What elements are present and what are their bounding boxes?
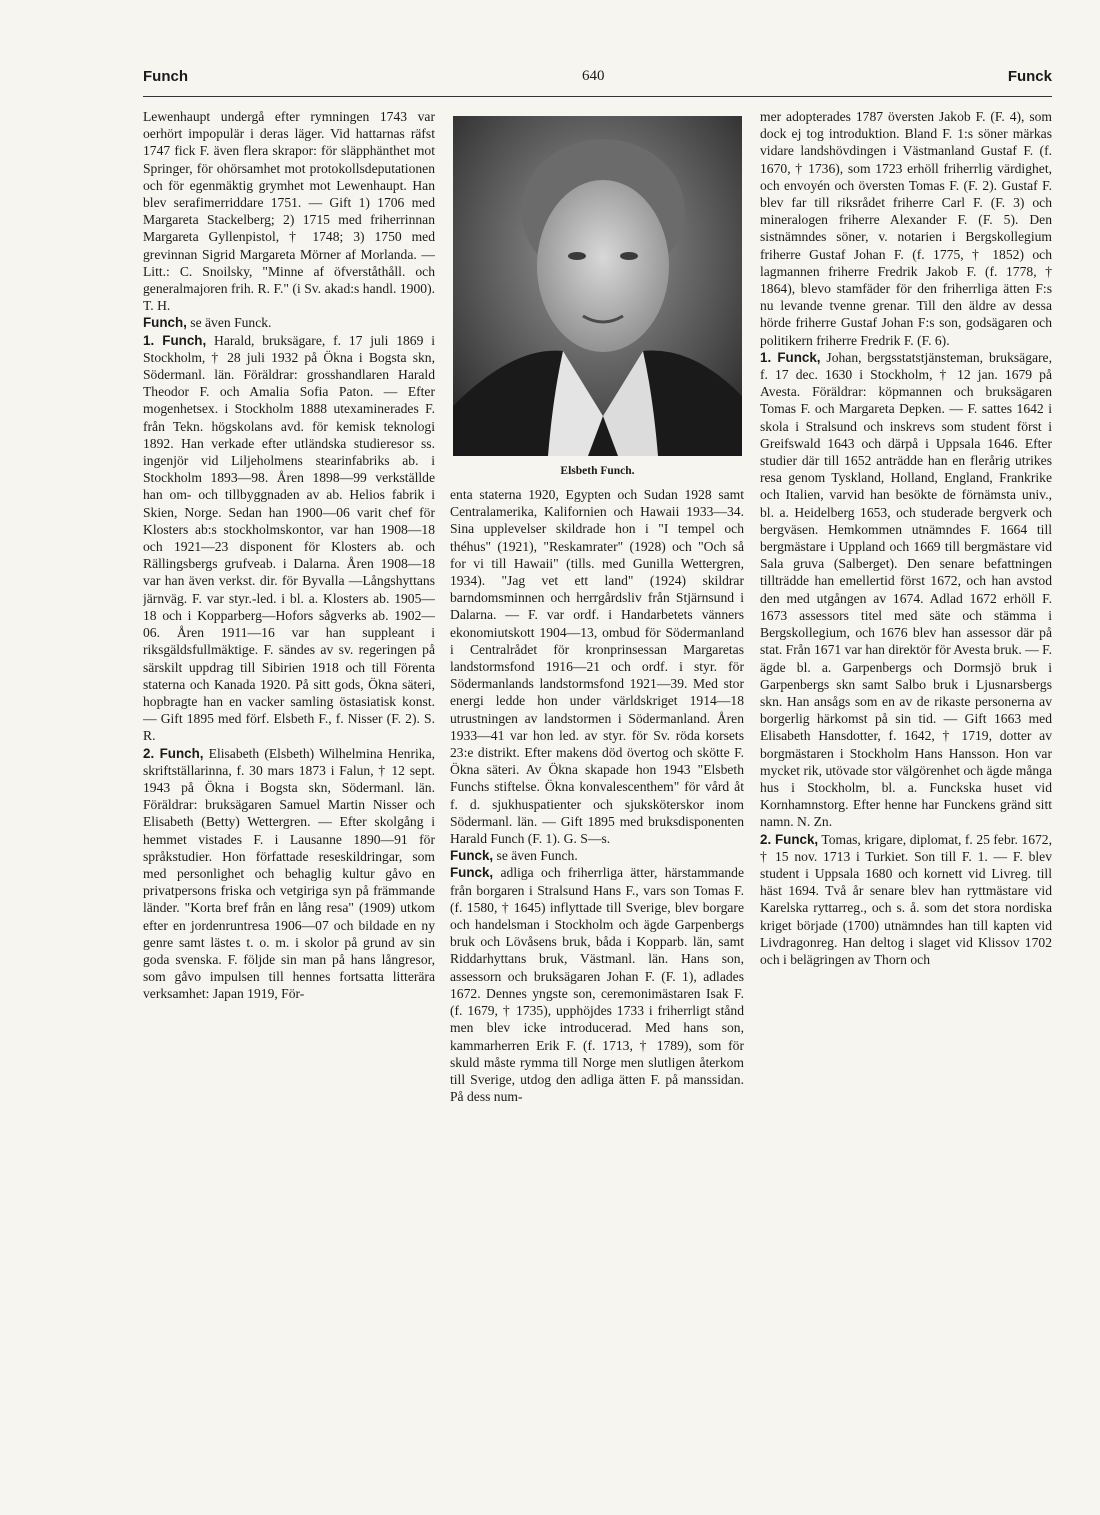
- running-head-left: Funch: [143, 68, 188, 85]
- running-head-right: Funck: [1007, 68, 1052, 85]
- entry-funck-crossref: [450, 847, 744, 864]
- portrait-photo: [453, 116, 742, 456]
- page-number: 640: [582, 68, 605, 84]
- entry-text: Johan, bergsstatstjänsteman, bruksägare, f. 17 dec. 1630 i Stockholm, † 12 jan. 1679 på Avesta. Föräldrar: köpmannen och bruksägaren Tomas F. och Margareta Depken. — F. sattes 1642 i skola i Stralsund och inskrevs som student först i Greifswald 1643 och därpå i Uppsala 1646. Efter studier där till 1652 anträdde han en flerårig utrikes resa genom Tyskland, Holland, England, Frankrike och Italien, varvid han besökte de förnämsta univ., bl. a. Heidelberg 1653, och studerade bergverk och bergväsen. Hemkommen utnämndes F. 1664 till bergmästare i Uppland och 1669 till bergmästare vid Sala gruva (Salberget). Den senare befattningen tillträdde han emellertid först 1672, och han avstod den med utgången av 1674. Adlad 1672 erhöll F. 1673 assessors titel med säte och stämma i Bergskollegium, och 1676 blev han assessor där på stat. Från 1671 var han direktör för Avesta bruk. — F. ägde bl. a. Garpenbergs och Dormsjö bruk i Garpenbergs skn samt Salbo bruk i Ljusnarsbergs skn. Han ansågs som en av de rikaste personerna av borgerlig härkomst på sin tid. — Gift 1663 med Elisabeth Hansdotter, f. 1642, † 1719, dotter av borgmästaren i Stockholm Hans Hansson. Hon var mycket rik, utövade stor välgörenhet och ägde många hus i Stockholm, bl. a. Funckska huset vid Kornhamnstorg. Efter henne har Funckens gränd sitt namn. N. Zn.: [760, 349, 1052, 830]
- entry-johan-funck: [760, 349, 1052, 831]
- entry-text: se även Funch.: [493, 848, 578, 864]
- column-middle: [450, 486, 744, 1348]
- entry-heading: Funch,: [143, 315, 187, 331]
- entry-heading: 2. Funch,: [143, 745, 204, 761]
- entry-funch-crossref: [143, 314, 435, 331]
- photo-caption: Elsbeth Funch.: [560, 465, 635, 477]
- entry-text: adliga och friherrliga ätter, härstammande från borgaren i Stralsund Hans F., vars son Tomas F. (f. 1580, † 1645) inflyttade till Sverige, blev borgare och handelsman i Stockholm och ägde Garpenbergs bruk och Lövåsens bruk, båda i Kopparb. län, samt Riddarhyttans bruk, Västmanl. län. Hans son, assessorn och bruksägaren Johan F. (F. 1), adlades 1672. Dennes yngste son, ceremonimästaren Isak F. (f. 1679, † 1735), upphöjdes 1733 i friherrligt stånd men blev icke introducerad. Med hans son, kammarherren Erik F. (f. 1713, † 1789), som för skuld måste rymma till Norge men slutligen återkom till Sverige, utdog den adliga ätten F. på manssidan. På dess num-: [450, 865, 744, 1105]
- header-rule: [143, 96, 1052, 97]
- entry-text: Tomas, krigare, diplomat, f. 25 febr. 1672, † 15 nov. 1713 i Turkiet. Son till F. 1. — F. blev student i Uppsala 1680 och kornett vid Livreg. till häst 1694. Två år senare blev han ryttmästare vid Karelska ryttarreg., och s. å. som det stora nordiska kriget började (1700) utnämndes han till kapten vid Livdragonreg. Han deltog i slaget vid Klissov 1702 och i belägringen av Thorn och: [760, 831, 1052, 967]
- column-right: [760, 108, 1052, 1348]
- column-left: [143, 108, 435, 1348]
- portrait-image: [453, 116, 742, 456]
- entry-heading: Funck,: [450, 865, 494, 881]
- entry-heading: 2. Funck,: [760, 831, 819, 847]
- entry-harald-funch: [143, 332, 435, 745]
- entry-heading: 1. Funck,: [760, 349, 821, 365]
- entry-text: Harald, bruksägare, f. 17 juli 1869 i Stockholm, † 28 juli 1932 på Ökna i Bogsta skn, Södermanl. län. Föräldrar: grosshandlaren Harald Theodor F. och Amalia Sofia Paton. — Efter mogenhetsex. i Stockholm 1888 utexaminerades F. från Tekn. högskolans avd. för kemisk teknologi 1892. Han verkade efter utländska studieresor ss. ingenjör vid Liljeholmens stearinfabriks ab. i Stockholm 1893—98. Åren 1898—99 verkställde han om- och tillbyggnaden av ab. Helios fabrik i Skien, Norge. Sedan han 1900—06 varit chef för Klosters ab:s stockholmskontor, var han 1908—18 och 1921—23 disponent för Klosters ab. och Rällingsbergs grufveab. i Dalarna. Åren 1908—18 var han även verkst. dir. för Byvalla —Långshyttans järnväg. F. var styr.-led. i bl. a. Klosters ab. 1905—18 och i Kopparberg—Hofors sågverks ab. 1902—06. Åren 1911—16 var han suppleant i riksgäldsfullmäktige. F. sändes av sv. regeringen på särskilt uppdrag till Sibirien 1918 och till Förenta staterna och Kanada 1920. På sitt gods, Ökna säteri, hopbragte han en vacker samling östasiatisk konst. — Gift 1895 med förf. Elsbeth F., f. Nisser (F. 2). S. R.: [143, 332, 435, 744]
- elsbeth-continuation: enta staterna 1920, Egypten och Sudan 1928 samt Centralamerika, Kalifornien och Hawaii 1933—34. Sina upplevelser skildrade hon i "I tempel och théhus" (1921), "Reskamrater" (1928) och "Och så for vi till Hawaii" (tills. med Gunilla Wettergren, 1934). "Jag vet ett land" (1924) skildrar barndomsminnen och herrgårdsliv från Stjärnsund i Dalarna. — F. var ordf. i Handarbetets vänners ekonomiutskott 1904—13, ombud för Södermanland i Centralrådet för kronprinsessan Margaretas landstormsfond 1916—21 och ordf. i styr. för Södermanlands landstormsfond 1921—39. Med stor energi ledde hon under världskriget 1914—18 utrustningen av landstormen i Södermanland. Åren 1933—41 var hon led. av styr. för Sv. röda korsets 23:e distrikt. Efter makens död övertog och skötte F. Ökna säteri. Av Ökna skapade hon 1943 "Elsbeth Funchs stiftelse. Ökna konvalescenthem" för vård åt f. d. sjukhuspatienter och sjuksköterskor inom Södermanl. län. — Gift 1895 med bruksdisponenten Harald Funch (F. 1). G. S—s.: [450, 487, 744, 847]
- entry-heading: 1. Funch,: [143, 332, 207, 348]
- funck-family-continuation: mer adopterades 1787 översten Jakob F. (F. 4), som dock ej tog introduktion. Bland F. 1:s söner märkas vidare landshövdingen i Västmanland Gustaf F. (f. 1670, † 1736), som 1723 erhöll friherrlig värdighet, och envoyén och översten Tomas F. (F. 2). Gustaf F. blev far till riksrådet friherre Carl F. (F. 3) och mineralogen friherre Alexander F. (F. 5). Den sistnämndes söner, v. notarien i Bergskollegium friherre Gustaf Johan F. (f. 1775, † 1852) och lagmannen friherre Fredrik Jakob F. (f. 1778, † 1864), blevo stamfäder för den friherrliga ätten F:s nu levande tvenne grenar. Till den äldre av dessa hörde friherre Gustaf Johan F:s son, godsägaren och politikern friherre Fredrik F. (F. 6).: [760, 109, 1052, 348]
- entry-text: se även Funck.: [186, 315, 272, 331]
- lewenhaupt-paragraph: Lewenhaupt undergå efter rymningen 1743 var oerhört impopulär i deras läger. Vid hattarnas räfst 1747 fick F. även flera skrapor: för släpphänthet mot Springer, för ohörsamhet mot protokollsdeputationen och för egenmäktig grymhet mot Lewenhaupt. Han blev serafimerriddare 1751. — Gift 1) 1706 med Margareta Stackelberg; 2) 1715 med friherrinnan Margareta Gyllenpistol, † 1748; 3) 1750 med grevinnan Sigrid Margareta Mörner af Morlanda. — Litt.: C. Snoilsky, "Minne af öfverståthåll. och generalmajoren frih. R. F." (i Sv. akad:s handl. 1900). T. H.: [143, 109, 435, 314]
- entry-elsbeth-funch: [143, 745, 435, 1003]
- entry-text: Elisabeth (Elsbeth) Wilhelmina Henrika, skriftställarinna, f. 30 mars 1873 i Falun, † 12 sept. 1943 på Ökna i Bogsta skn, Södermanl. län. Föräldrar: bruksägaren Samuel Martin Nisser och Elisabeth (Betty) Wettergren. — Efter skolgång i hemmet vistades F. i Lausanne 1890—91 för språkstudier. Hon författade reseskildringar, som med personlighet och behaglig kultur gåvo en privatpersons friska och vetgiriga syn på främmande länder. "Korta bref från en lång resa" (1909) utkom efter en jordenruntresa 1906—07 och bildade en ny genre samt lästes t. o. m. i skolor på grund av sin goda svenska. F. följde sin man på hans långresor, som gåvo impulsen till hennes fortsatta litterära verksamhet: Japan 1919, För-: [143, 745, 435, 1002]
- entry-heading: Funck,: [450, 848, 494, 864]
- entry-tomas-funck: [760, 831, 1052, 969]
- entry-funck-family: [450, 864, 744, 1105]
